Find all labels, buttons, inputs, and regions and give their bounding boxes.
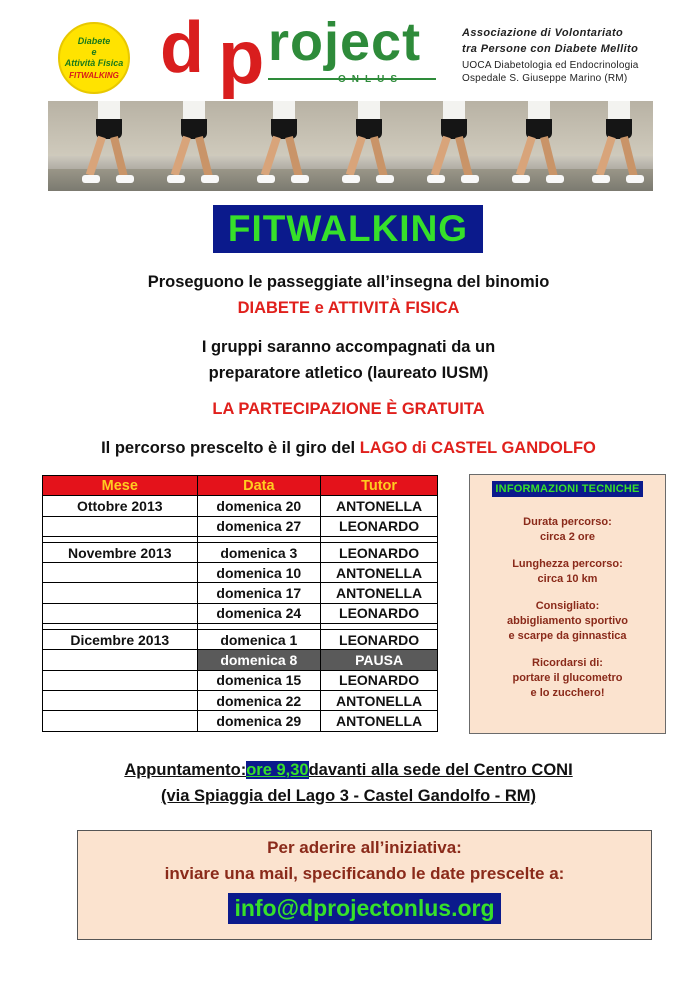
row-month	[43, 711, 198, 731]
row-date: domenica 24	[197, 603, 321, 623]
row-tutor: ANTONELLA	[321, 711, 438, 731]
association-line4: Ospedale S. Giuseppe Marino (RM)	[462, 73, 628, 84]
route-prefix: Il percorso prescelto è il giro del	[101, 439, 356, 457]
row-date: domenica 8	[197, 650, 321, 670]
info-heading: INFORMAZIONI TECNICHE	[492, 481, 642, 497]
row-tutor: ANTONELLA	[321, 583, 438, 603]
table-row	[43, 583, 438, 603]
header-date: Data	[197, 476, 321, 496]
row-date: domenica 20	[197, 496, 321, 516]
row-month	[43, 516, 198, 536]
header-tutor: Tutor	[321, 476, 438, 496]
row-date: domenica 1	[197, 630, 321, 650]
row-date: domenica 10	[197, 563, 321, 583]
row-tutor: LEONARDO	[321, 630, 438, 650]
duration-value: circa 2 ore	[539, 531, 596, 543]
row-month: Ottobre 2013	[43, 496, 198, 516]
logo-roject: roject	[268, 12, 422, 72]
diabete-attivita-fisica-badge	[58, 22, 130, 94]
route-place: LAGO di CASTEL GANDOLFO	[359, 439, 596, 457]
row-month	[43, 670, 198, 690]
table-row	[43, 711, 438, 731]
row-month	[43, 583, 198, 603]
row-date: domenica 15	[197, 670, 321, 690]
join-box	[77, 830, 652, 940]
row-month: Dicembre 2013	[43, 630, 198, 650]
appointment-address-line	[0, 787, 697, 806]
row-month: Novembre 2013	[43, 542, 198, 562]
table-row	[43, 690, 438, 710]
length-value: circa 10 km	[537, 573, 598, 585]
association-line2: tra Persone con Diabete Mellito	[462, 43, 639, 55]
logo-d: d	[160, 8, 200, 88]
intro-line2: DIABETE e ATTIVITÀ FISICA	[237, 299, 460, 317]
row-tutor: LEONARDO	[321, 603, 438, 623]
logo-onlus: ONLUS	[338, 74, 403, 85]
table-row	[43, 542, 438, 562]
walker-figure	[433, 101, 473, 189]
row-date: domenica 22	[197, 690, 321, 710]
association-line1: Associazione di Volontariato	[462, 27, 624, 39]
duration-label: Durata percorso:	[523, 516, 612, 528]
table-row	[43, 630, 438, 650]
page-title: FITWALKING	[213, 205, 483, 253]
free-participation: LA PARTECIPAZIONE È GRATUITA	[212, 400, 485, 418]
row-tutor: LEONARDO	[321, 542, 438, 562]
table-row	[43, 603, 438, 623]
route-line	[0, 439, 697, 458]
row-tutor: LEONARDO	[321, 516, 438, 536]
table-row	[43, 496, 438, 516]
row-month	[43, 603, 198, 623]
intro-line1: Proseguono le passeggiate all’insegna del binomio	[147, 273, 550, 291]
row-date: domenica 29	[197, 711, 321, 731]
walker-figure	[88, 101, 128, 189]
header-month: Mese	[43, 476, 198, 496]
schedule-table	[42, 475, 438, 732]
row-month	[43, 650, 198, 670]
technical-info-box	[469, 474, 666, 734]
table-header-row	[43, 476, 438, 496]
walker-figure	[598, 101, 638, 189]
table-row	[43, 563, 438, 583]
join-line1: Per aderire all’iniziativa:	[267, 838, 462, 857]
row-tutor: ANTONELLA	[321, 690, 438, 710]
badge-line4: FITWALKING	[69, 71, 119, 80]
badge-line2: e	[91, 47, 97, 57]
walker-figure	[173, 101, 213, 189]
contact-email-link[interactable]: info@dprojectonlus.org	[228, 893, 500, 924]
table-row	[43, 670, 438, 690]
row-month	[43, 690, 198, 710]
table-row	[43, 516, 438, 536]
intro-line3: I gruppi saranno accompagnati da un	[201, 338, 496, 356]
row-tutor: LEONARDO	[321, 670, 438, 690]
logo-p: p	[218, 15, 265, 100]
row-tutor: ANTONELLA	[321, 563, 438, 583]
appointment-line	[0, 761, 697, 780]
row-date: domenica 3	[197, 542, 321, 562]
table-row-pause	[43, 650, 438, 670]
association-info	[462, 25, 662, 85]
row-date: domenica 17	[197, 583, 321, 603]
reminder-label: Ricordarsi di:	[532, 657, 603, 669]
badge-line3: Attività Fisica	[64, 58, 124, 68]
row-tutor: PAUSA	[321, 650, 438, 670]
advice-line1: abbigliamento sportivo	[506, 615, 628, 627]
dproject-logo	[160, 8, 445, 102]
advice-label: Consigliato:	[535, 600, 600, 612]
badge-line1: Diabete	[77, 36, 111, 46]
walker-figure	[518, 101, 558, 189]
advice-line2: e scarpe da ginnastica	[508, 630, 627, 642]
appointment-label: Appuntamento:	[124, 761, 247, 779]
appointment-address: (via Spiaggia del Lago 3 - Castel Gandolfo - RM)	[161, 787, 536, 805]
walkers-photo-banner	[48, 101, 653, 191]
appointment-place: davanti alla sede del Centro CONI	[308, 761, 573, 779]
length-label: Lunghezza percorso:	[512, 558, 623, 570]
association-line3: UOCA Diabetologia ed Endocrinologia	[462, 60, 639, 71]
walker-figure	[263, 101, 303, 189]
walker-figure	[348, 101, 388, 189]
row-date: domenica 27	[197, 516, 321, 536]
row-month	[43, 563, 198, 583]
join-line2: inviare una mail, specificando le date prescelte a:	[164, 864, 565, 883]
appointment-time: ore 9,30	[246, 761, 309, 779]
reminder-line2: e lo zucchero!	[530, 687, 605, 699]
intro-line4: preparatore atletico (laureato IUSM)	[208, 364, 489, 382]
reminder-line1: portare il glucometro	[512, 672, 623, 684]
row-tutor: ANTONELLA	[321, 496, 438, 516]
